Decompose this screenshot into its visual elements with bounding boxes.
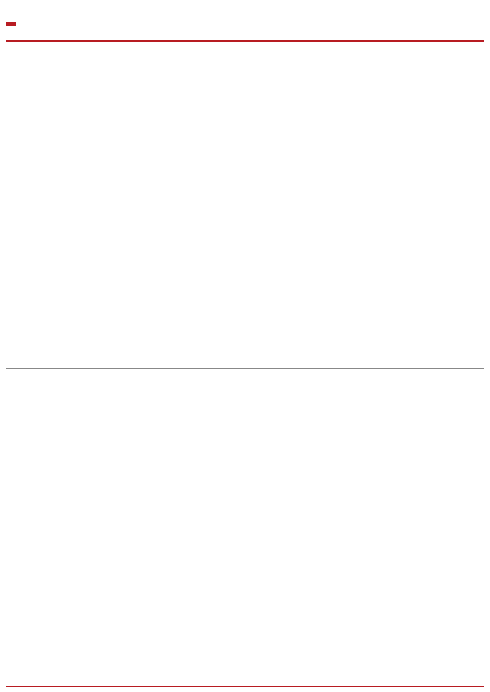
article2-body xyxy=(8,414,477,684)
text-column xyxy=(246,414,358,684)
text-column xyxy=(127,92,239,362)
article1-body xyxy=(8,92,477,362)
page-tag xyxy=(6,22,16,26)
top-rule xyxy=(6,40,484,42)
text-column xyxy=(246,92,358,362)
text-column xyxy=(127,414,239,684)
text-column xyxy=(365,414,477,684)
text-column xyxy=(8,92,120,362)
article-divider xyxy=(6,368,484,369)
masthead xyxy=(0,0,490,44)
text-column xyxy=(8,414,120,684)
footer-rule xyxy=(6,686,484,687)
text-column xyxy=(365,92,477,362)
